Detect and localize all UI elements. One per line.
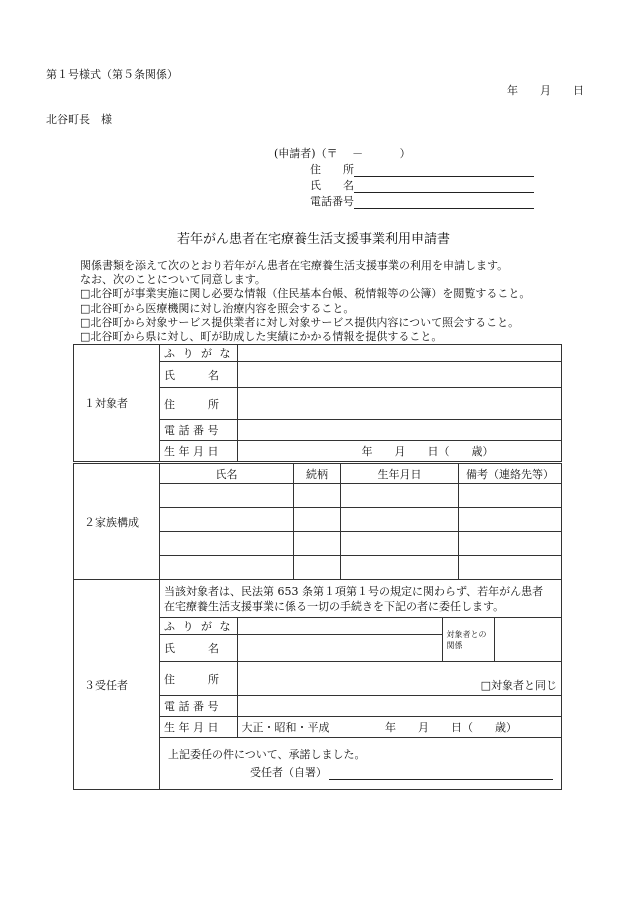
subject-phone-label: 電 話 番 号	[160, 420, 238, 441]
family-col-relation: 続柄	[294, 464, 341, 484]
delegate-address-label: 住 所	[160, 662, 238, 696]
subject-address-field[interactable]	[237, 388, 562, 420]
delegate-furigana-field[interactable]	[237, 618, 442, 635]
subject-birth-field[interactable]: 年 月 日（ 歳）	[237, 441, 562, 462]
subject-name-label: 氏 名	[160, 362, 238, 388]
subject-table	[73, 344, 562, 462]
consent-item[interactable]: □北谷町から医療機関に対し治療内容を照会すること。	[80, 301, 355, 315]
delegate-birth-field[interactable]: 大正・昭和・平成 年 月 日（ 歳）	[237, 717, 562, 738]
consent-item[interactable]: □北谷町から対象サービス提供業者に対し対象サービス提供内容について照会すること。	[80, 315, 520, 329]
family-cell[interactable]	[341, 532, 459, 556]
section1-heading: １対象者	[74, 345, 160, 462]
acceptance-text: 上記委任の件について、承諾しました。	[168, 748, 366, 761]
applicant-address-row	[310, 161, 534, 177]
subject-furigana-label: ふ り が な	[160, 345, 238, 362]
era-options[interactable]: 大正・昭和・平成	[241, 721, 330, 734]
delegate-birth-label: 生 年 月 日	[160, 717, 238, 738]
relation-label: 対象者との 関係	[442, 618, 494, 662]
family-cell[interactable]	[459, 556, 562, 580]
family-col-name: 氏名	[160, 464, 294, 484]
applicant-address-label: 住 所	[310, 163, 354, 176]
form-number: 第１号様式（第５条関係）	[46, 68, 178, 81]
section2-heading: ２家族構成	[74, 464, 160, 580]
applicant-name-row	[310, 177, 534, 193]
family-cell[interactable]	[341, 556, 459, 580]
delegate-table	[73, 579, 562, 790]
intro-line-1: 関係書類を添えて次のとおり若年がん患者在宅療養生活支援事業の利用を申請します。	[80, 259, 509, 272]
intro-line-2: なお、次のことについて同意します。	[80, 273, 266, 287]
applicant-phone-field[interactable]	[354, 196, 534, 209]
applicant-phone-row	[310, 193, 534, 209]
section3-heading: ３受任者	[74, 580, 160, 790]
family-cell[interactable]	[160, 484, 294, 508]
family-cell[interactable]	[459, 508, 562, 532]
delegate-phone-label: 電 話 番 号	[160, 696, 238, 717]
family-cell[interactable]	[160, 508, 294, 532]
delegate-name-label: 氏 名	[160, 635, 238, 662]
signature-field[interactable]	[329, 767, 553, 780]
applicant-label: (申請者)（〒 － ）	[274, 147, 411, 160]
family-col-notes: 備考（連絡先等）	[459, 464, 562, 484]
family-cell[interactable]	[459, 532, 562, 556]
addressee: 北谷町長 様	[46, 113, 112, 126]
delegate-phone-field[interactable]	[237, 696, 562, 717]
family-cell[interactable]	[160, 556, 294, 580]
acceptance-block	[160, 738, 562, 790]
applicant-name-label: 氏 名	[310, 179, 354, 192]
intro-text	[80, 259, 530, 344]
relation-field[interactable]	[494, 618, 562, 662]
subject-address-label: 住 所	[160, 388, 238, 420]
applicant-address-field[interactable]	[354, 164, 534, 177]
delegate-furigana-label: ふ り が な	[160, 618, 238, 635]
family-col-birth: 生年月日	[341, 464, 459, 484]
family-cell[interactable]	[294, 484, 341, 508]
subject-name-field[interactable]	[237, 362, 562, 388]
family-cell[interactable]	[341, 484, 459, 508]
family-cell[interactable]	[294, 508, 341, 532]
applicant-phone-label: 電話番号	[310, 195, 354, 208]
consent-item[interactable]: □北谷町が事業実施に関し必要な情報（住民基本台帳、税情報等の公簿）を閲覧すること。	[80, 287, 531, 301]
same-as-subject-checkbox[interactable]: □対象者と同じ	[480, 679, 557, 692]
family-cell[interactable]	[294, 556, 341, 580]
date-line: 年 月 日	[507, 84, 584, 97]
family-table	[73, 463, 562, 580]
consent-item[interactable]: □北谷町から県に対し、町が助成した実績にかかる情報を提供すること。	[80, 330, 443, 344]
subject-phone-field[interactable]	[237, 420, 562, 441]
family-cell[interactable]	[341, 508, 459, 532]
applicant-name-field[interactable]	[354, 180, 534, 193]
delegation-text: 当該対象者は、民法第 653 条第１項第１号の規定に関わらず、若年がん患者 在宅療養生活支援事業に係る一切の手続きを下記の者に委任します。	[160, 580, 562, 618]
document-title: 若年がん患者在宅療養生活支援事業利用申請書	[177, 232, 451, 247]
signature-label: 受任者（自署）	[250, 766, 327, 779]
family-cell[interactable]	[294, 532, 341, 556]
signature-row[interactable]	[164, 764, 557, 780]
subject-birth-label: 生 年 月 日	[160, 441, 238, 462]
delegate-name-field[interactable]	[237, 635, 442, 662]
delegate-address-field[interactable]	[237, 662, 562, 696]
family-cell[interactable]	[459, 484, 562, 508]
subject-furigana-field[interactable]	[237, 345, 562, 362]
family-cell[interactable]	[160, 532, 294, 556]
